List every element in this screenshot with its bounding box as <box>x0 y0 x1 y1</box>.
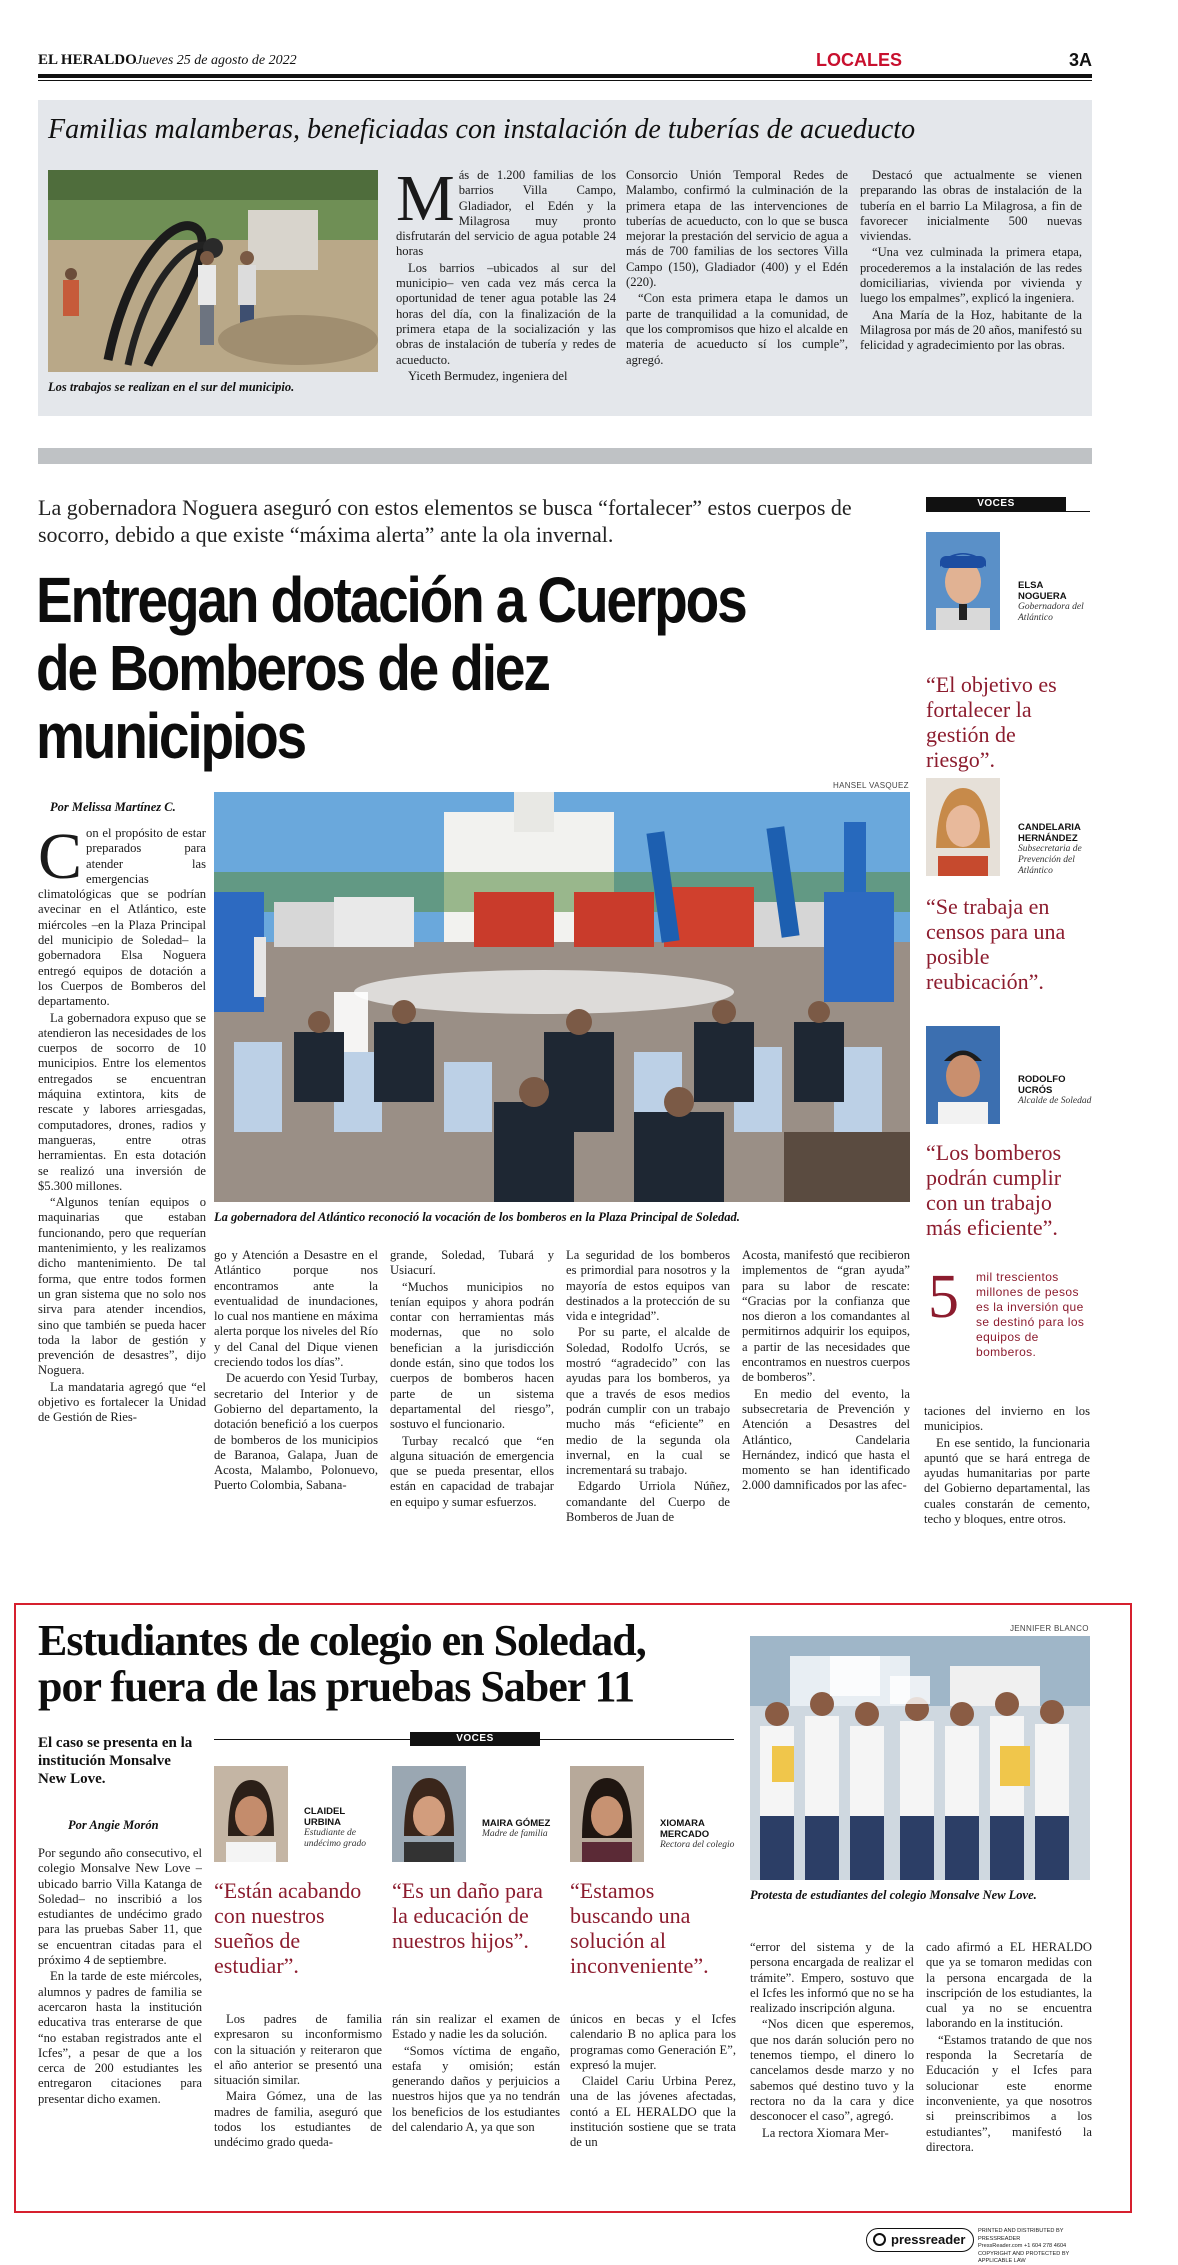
voces1-quote-2: “Se trabaja en censos para una posible reubicación”. <box>926 894 1066 994</box>
story3-col-6: cado afirmó a EL HERALDO que ya se tomaron medidas con la persona encargada de la inscripción de los estudiantes, la cual ya no se encuentra laborando en la institución. “Estamos tratando de que nos responda la Secretaría de Educación y el Icfes para solucionar este enorme inconveniente, ya que nosotros si preinscribimos a los estudiantes”, manifestó la directora. <box>926 1940 1092 2154</box>
portrait-maira-gomez <box>392 1766 466 1862</box>
student-protest-illustration <box>750 1636 1090 1880</box>
story1-title: Familias malamberas, beneficiadas con instalación de tuberías de acueducto <box>48 114 916 145</box>
voces1-avatar-1 <box>926 532 1000 630</box>
voces2-quote-2: “Es un daño para la educación de nuestros hijos”. <box>392 1878 543 1953</box>
story2-photo <box>214 792 910 1202</box>
voces1-role-1: Gobernadora del Atlántico <box>1018 602 1084 623</box>
voces2-quote-3: “Estamos buscando una solución al inconveniente”. <box>570 1878 709 1978</box>
story1-col-3: Destacó que actualmente se vienen preparando las obras de instalación de la tubería en el barrio La Milagrosa, a fin de favorecer inicialmente 500 nuevas viviendas. “Una vez culminada la primera etapa, procederemos a la instalación de las redes domiciliarias, vivienda por vivienda y luego los empalmes”, explicó la ingeniera. Ana María de la Hoz, habitante de la Milagrosa por más de 20 años, manifestó su felicidad y agradecimiento por las obras. <box>860 168 1082 353</box>
voces2-avatar-2 <box>392 1766 466 1862</box>
story2-col-2: go y Atención a Desastre en el Atlántico porque nos encontramos ante la eventualidad de inundaciones, lo cual nos mantiene en máxima alerta porque los niveles del Río y del Canal del Dique vienen creciendo todos los días”. De acuerdo con Yesid Turbay, secretario del Interior y de Gobierno del departamento, la dotación benefició a los cuerpos de bomberos de los municipios de Baranoa, Galapa, Juan de Acosta, Malambo, Polonuevo, Puerto Colombia, Sabana- <box>214 1248 378 1493</box>
story2-kicker: La gobernadora Noguera aseguró con estos elementos se busca “fortalecer” estos cuerpos de socorro, debido a que existe “máxima alerta” ante la ola invernal. <box>38 495 852 547</box>
voces1-name-2: CANDELARIA HERNÁNDEZ <box>1018 822 1081 844</box>
pressreader-logo[interactable] <box>866 2228 974 2252</box>
story1-col-1: M ás de 1.200 familias de los barrios Villa Campo, Gladiador, el Edén y la Milagrosa muy pronto disfrutarán del servicio de agua potable 24 horas Los barrios –ubicados al sur del municipio– ven cada vez más cerca la oportunidad de tener agua potable las 24 horas del día, con la finalización de la primera etapa de la socialización y las obras de instalación de tubería y redes de acueducto. Yiceth Bermudez, ingeniera del <box>396 168 616 383</box>
masthead <box>38 50 1092 90</box>
voces1-person-1 <box>1018 580 1092 624</box>
voces1-quote-1: “El objetivo es fortalecer la gestión de riesgo”. <box>926 672 1057 772</box>
story2-col-5: Acosta, manifestó que recibieron implementos de “gran ayuda” para su labor de rescate: “Gracias por la confianza que nos dieron a los comandantes al permitirnos adquirir los equipos, a partir de las necesidades que encontramos en nuestros cuerpos de bomberos”. En medio del evento, la subsecretaria de Prevención y Atención a Desastres del Atlántico, Candelaria Hernández, indicó que hasta el momento se han identificado 2.000 damnificados por las afec- <box>742 1248 910 1493</box>
voces2-avatar-1 <box>214 1766 288 1862</box>
story2-col-3: grande, Soledad, Tubará y Usiacurí. “Muchos municipios no tenían equipos y ahora podrán contar con herramientas más modernas, que no solo benefician a la jurisdicción donde están, sino que todos los cuerpos de bomberos hacen parte de un sistema departamental del riesgo”, sostuvo el funcionario. Turbay recalcó que “en alguna situación de emergencia que se pueda presentar, ellos están en capacidad de trabajar en equipo y sumar esfuerzos. <box>390 1248 554 1509</box>
paper-name: EL HERALDO <box>38 52 137 68</box>
voces1-name-1: ELSA NOGUERA <box>1018 580 1067 602</box>
story3-caption: Protesta de estudiantes del colegio Monsalve New Love. <box>750 1888 1037 1902</box>
stat-number: 5 <box>928 1263 959 1331</box>
voces2-name-3: XIOMARA MERCADO <box>660 1818 710 1840</box>
issue-date: Jueves 25 de agosto de 2022 <box>136 53 297 68</box>
voces1-avatar-3 <box>926 1026 1000 1124</box>
pressreader-brand: pressreader <box>891 2232 966 2247</box>
workers-pipes-illustration <box>48 170 378 372</box>
story2-col-6: taciones del invierno en los municipios. En ese sentido, la funcionaria apuntó que se hará entrega de ayudas humanitarias por parte del Gobierno departamental, las cuales constarán de cemento, techo y bloques, entre otros. <box>924 1404 1090 1527</box>
portrait-candelaria-hernandez <box>926 778 1000 876</box>
story3-headline: Estudiantes de colegio en Soledad, por fuera de las pruebas Saber 11 <box>38 1616 646 1711</box>
voces2-name-1: CLAIDEL URBINA <box>304 1806 345 1828</box>
voces1-role-3: Alcalde de Soledad <box>1018 1096 1092 1106</box>
story2-byline: Por Melissa Martínez C. <box>50 800 176 814</box>
story1-dropcap: M <box>396 168 455 235</box>
story3-byline: Por Angie Morón <box>68 1818 159 1832</box>
story2-col-1: C on el propósito de estar preparados para atender las emergencias climatológicas que se podrían avecinar en el Atlántico, este miércoles –en la Plaza Principal del municipio de Soledad– la gobernadora Elsa Noguera entregó equipos de dotación a los Cuerpos de Bomberos del departamento. La gobernadora expuso que se atendieron las necesidades de los cuerpos de socorro de 10 municipios. Entre los elementos entregados se encuentran máquina extintora, kits de rescate y labores arriesgadas, computadores, drones, radios y mangueras, entre otras herramientas. En esta dotación se realizó una inversión de $5.300 millones. “Algunos tenían equipos o maquinarias que estaban funcionando, pero que requerían mantenimiento, y les realizamos dicho mantenimiento. De tal forma, que entre todos formen un gran sistema que no solo nos sirva para atender incendios, sino que también se pueda hacer toda la labor de gestión y prevención de desastres”, dijo Noguera. La mandataria agregó que “el objetivo es fortalecer la Unidad de Gestión de Ries- <box>38 826 206 1425</box>
story3-col-2: Los padres de familia expresaron su inconformismo con la situación y reiteraron que el año anterior se presentó una situación similar. Maira Gómez, una de las madres de familia, aseguró que todos los estudiantes de undécimo grado queda- <box>214 2012 382 2150</box>
masthead-rule <box>38 74 1092 78</box>
pressreader-small: PRINTED AND DISTRIBUTED BY PRESSREADER PressReader.com +1 604 278 4604 COPYRIGHT AND PROTECTED BY APPLICABLE LAW <box>978 2228 1070 2265</box>
page-number: 3A <box>1068 50 1092 70</box>
story2-dropcap: C <box>38 826 83 893</box>
section-separator <box>38 448 1092 464</box>
voces2-role-1: Estudiante de undécimo grado <box>304 1828 367 1849</box>
voces1-avatar-2 <box>926 778 1000 876</box>
voces1-name-3: RODOLFO UCRÓS <box>1018 1074 1066 1096</box>
story1-caption: Los trabajos se realizan en el sur del municipio. <box>48 380 295 394</box>
voces2-avatar-3 <box>570 1766 644 1862</box>
firefighters-event-illustration <box>214 792 910 1202</box>
voces2-label: VOCES <box>410 1732 540 1746</box>
masthead-rule-thin <box>38 80 1092 81</box>
voces1-label: VOCES <box>926 497 1066 511</box>
voces1-person-2 <box>1018 822 1092 877</box>
story2-caption: La gobernadora del Atlántico reconoció la vocación de los bomberos en la Plaza Principal de Soledad. <box>214 1210 740 1224</box>
story3-photo <box>750 1636 1090 1880</box>
story2-photo-credit: HANSEL VASQUEZ <box>833 781 909 790</box>
story3-col-3: rán sin realizar el examen de Estado y nadie les da solución. “Somos víctima de engaño, estafa y omisión; están generando daños y perjuicios a nuestros hijos que ya no tendrán los beneficios de los estudiantes del calendario A, ya que son <box>392 2012 560 2135</box>
story3-photo-credit: JENNIFER BLANCO <box>1010 1624 1089 1633</box>
voces1-person-3 <box>1018 1074 1092 1107</box>
story3-col-5: “error del sistema y de la persona encargada de realizar el trámite”. Empero, sostuvo que el Icfes les informó que no se ha realizado inscripción alguna. “Nos dicen que esperemos, que nos darán solución pero no tenemos tiempo, el dinero lo cancelamos desde marzo y no sabemos qué destino tuvo y la rectora no da la cara y dice desconocer el caso”, agregó. La rectora Xiomara Mer- <box>750 1940 914 2140</box>
story1-col-2: Consorcio Unión Temporal Redes de Malambo, confirmó la culminación de la primera etapa de las intervenciones de tuberías de acueducto, con lo que se busca mejorar la prestación del servicio de agua a más de 700 familias de los sectores Villa Campo (150), Gladiador (400) y el Edén (220). “Con esta primera etapa le damos un parte de tranquilidad a la comunidad, de que los compromisos que hizo el alcalde en materia de acueducto sí los cumple”, agregó. <box>626 168 848 367</box>
voces2-role-3: Rectora del colegio <box>660 1840 735 1850</box>
story1-photo <box>48 170 378 372</box>
portrait-claidel-urbina <box>214 1766 288 1862</box>
section-name: LOCALES <box>816 50 903 70</box>
voces2-quote-1: “Están acabando con nuestros sueños de estudiar”. <box>214 1878 362 1978</box>
voces2-person-2 <box>482 1818 562 1840</box>
story3-col-1: Por segundo año consecutivo, el colegio Monsalve New Love –ubicado barrio Villa Katanga de Soledad– no inscribió a los estudiantes de undécimo grado para las pruebas Saber 11, que se encuentran citadas para el próximo 4 de septiembre. En la tarde de este miércoles, alumnos y padres de familia se acercaron hasta la institución educativa tras enterarse de que “no estaban registrados ante el Icfes”, a pesar de que a los cerca de 200 estudiantes les entregaron citaciones para presentar dicho examen. <box>38 1846 202 2106</box>
story3-col-4: únicos en becas y el Icfes calendario B no aplica para los programas como Generación E”, expresó la mujer. Claidel Cariu Urbina Perez, una de las jóvenes afectadas, contó a EL HERALDO que la institución sostiene que se trata de un <box>570 2012 736 2150</box>
voces1-quote-3: “Los bomberos podrán cumplir con un trabajo más eficiente”. <box>926 1140 1062 1240</box>
voces2-person-3 <box>660 1818 740 1851</box>
voces2-person-1 <box>304 1806 384 1850</box>
pressreader-icon <box>873 2233 886 2246</box>
portrait-xiomara-mercado <box>570 1766 644 1862</box>
voces2-name-2: MAIRA GÓMEZ <box>482 1818 551 1829</box>
voces1-rule <box>926 511 1090 512</box>
stat-text: mil trescientos millones de pesos es la inversión que se destinó para los equipos de bomberos. <box>976 1270 1085 1359</box>
story2-col-4: La seguridad de los bomberos es primordial para nosotros y la mayoría de estos equipos van destinados a la protección de su vida e integridad”. Por su parte, el alcalde de Soledad, Rodolfo Ucrós, se mostró “agradecido” con las ayudas para los bomberos, ya que a través de esos medios podrán cumplir con un trabajo mucho más “eficiente” en medio de la segunda ola invernal, en la cual se incrementará su trabajo. Edgardo Urriola Núñez, comandante del Cuerpo de Bomberos de Juan de <box>566 1248 730 1525</box>
portrait-rodolfo-ucros <box>926 1026 1000 1124</box>
story3-subhead: El caso se presenta en la institución Monsalve New Love. <box>38 1735 193 1787</box>
voces1-role-2: Subsecretaria de Prevención del Atlántico <box>1018 844 1082 876</box>
voces2-role-2: Madre de familia <box>482 1829 548 1839</box>
story2-headline: Entregan dotación a Cuerpos de Bomberos de diez municipios <box>36 564 746 772</box>
portrait-elsa-noguera <box>926 532 1000 630</box>
